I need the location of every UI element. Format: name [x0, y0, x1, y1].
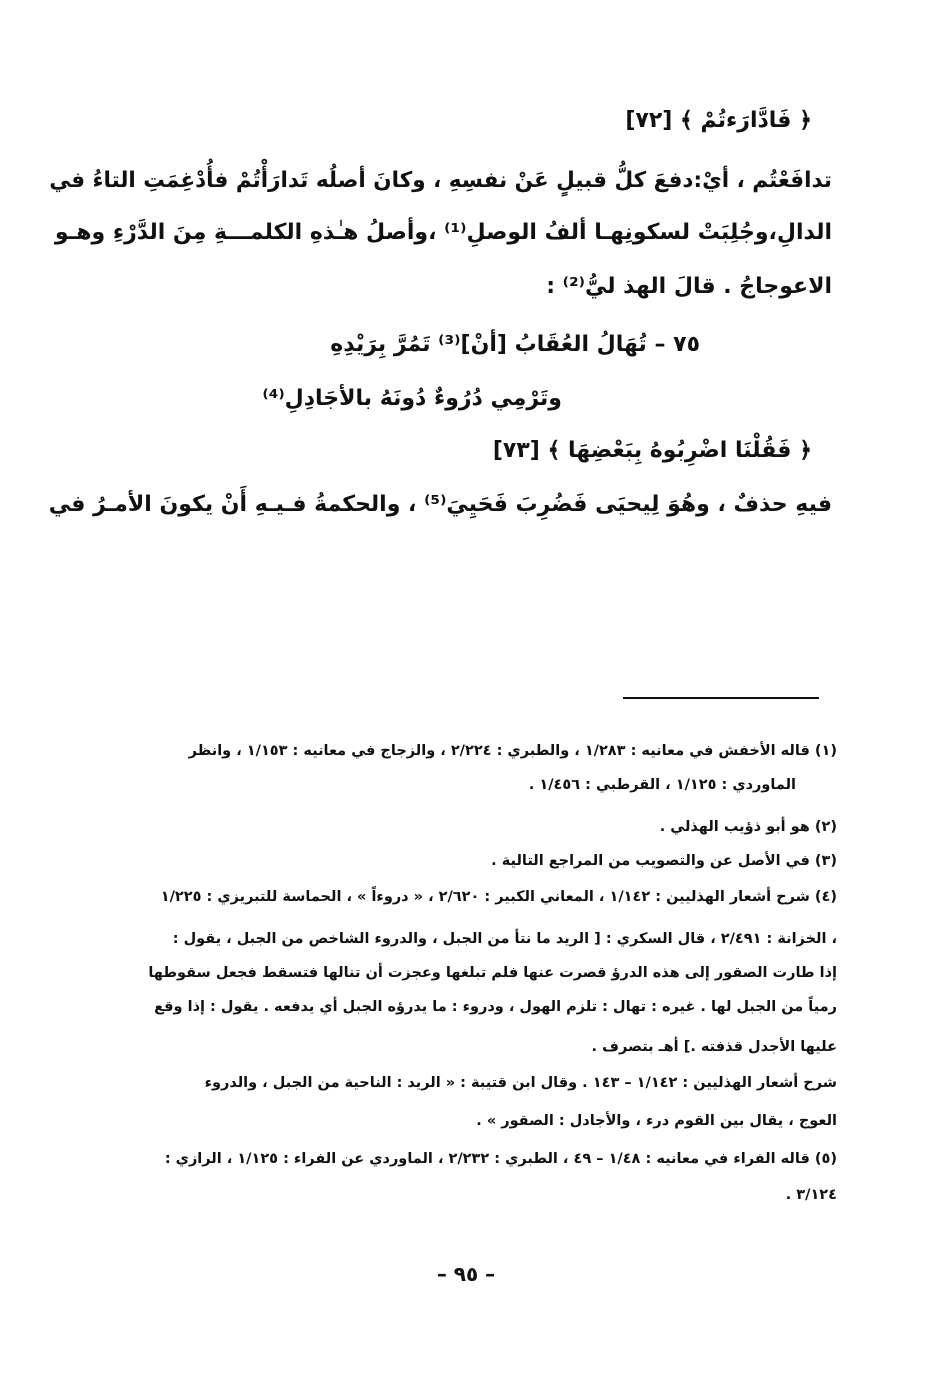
footnote-4-cont: العوج ، يقال بين القوم درء ، والأجادل : الصقور » . [476, 1113, 837, 1129]
verse-heading-72: ﴿ فَادَّارَءتُمْ ﴾ [٧٢] [625, 108, 812, 133]
footnote-3: (٣) في الأصل عن والتصويب من المراجع التالية . [491, 853, 837, 869]
footnote-separator [623, 697, 819, 699]
footnote-4-cont: عليها الأجدل قذفته .] أهـ بتصرف . [591, 1039, 837, 1055]
footnote-4-cont: ، الخزانة : ٢/٤٩١ ، قال السكري : [ الريد ما نتأ من الجبل ، والدروء الشاخص من الجبل ، يقول : [172, 931, 837, 947]
footnote-4-cont: إذا طارت الصقور إلى هذه الدرؤ قصرت عنها فلم تبلغها وعجزت أن تنالها فتسقط فجعل سقوطها [148, 965, 837, 981]
body-line: الدالِ،وجُلِبَتْ لسكونِهـا ألفُ الوصلِ⁽¹⁾ ،وأصلُ هـٰذهِ الكلمـــةِ مِنَ الدَّرْءِ وهـو [54, 220, 832, 245]
page-number: – ٩٥ – [436, 1262, 496, 1286]
poem-line-first: ٧٥ – تُهَالُ العُقَابُ [أنْ]⁽³⁾ تَمُرَّ بِرَيْدِهِ [330, 332, 700, 357]
body-line: فيهِ حذفٌ ، وهُوَ لِيحيَى فَضُرِبَ فَحَيِيَ⁽⁵⁾ ، والحكمةُ فـيـهِ أَنْ يكونَ الأمـرُ في [48, 492, 832, 517]
footnote-2: (٢) هو أبو ذؤيب الهذلي . [659, 819, 837, 835]
footnote-5-cont: ٣/١٢٤ . [785, 1187, 837, 1203]
footnote-4: (٤) شرح أشعار الهذليين : ١/١٤٢ ، المعاني الكبير : ٢/٦٢٠ ، « دروءاً » ، الحماسة للتبريزي : ١/٢٢٥ [160, 889, 837, 905]
footnote-4-cont: شرح أشعار الهذليين : ١/١٤٢ – ١٤٣ . وقال ابن قتيبة : « الريد : الناحية من الجبل ، والدروء [204, 1075, 837, 1091]
body-line: تدافَعْتُم ، أيْ:دفعَ كلُّ قبيلٍ عَنْ نفسِهِ ، وكانَ أصلُه تَدارَأْتُمْ فأُدْغِمَتِ التاءُ في [49, 168, 832, 193]
footnote-1: (١) قاله الأخفش في معانيه : ١/٢٨٣ ، والطبري : ٢/٢٢٤ ، والزجاج في معانيه : ١/١٥٣ ، وانظر [188, 743, 837, 759]
footnote-4-cont: رمياً من الجبل لها . غيره : تهال : تلزم الهول ، ودروء : ما يدرؤه الجبل أي يدفعه . يقول : إذا وقع [154, 999, 837, 1015]
body-line: الاعوجاجُ . قالَ الهذ ليُّ⁽²⁾ : [546, 274, 832, 299]
poem-line-second: وتَرْمِي دُرُوءٌ دُونَهُ بالأجَادِلِ⁽⁴⁾ [262, 386, 562, 411]
footnote-5: (٥) قاله الفراء في معانيه : ١/٤٨ – ٤٩ ، الطبري : ٢/٢٣٢ ، الماوردي عن الفراء : ١/١٢٥ ، الرازي : [164, 1151, 837, 1167]
footnote-1-cont: الماوردي : ١/١٢٥ ، القرطبي : ١/٤٥٦ . [528, 777, 796, 793]
verse-heading-73: ﴿ فَقُلْنَا اضْرِبُوهُ بِبَعْضِهَا ﴾ [٧٣] [492, 438, 812, 463]
